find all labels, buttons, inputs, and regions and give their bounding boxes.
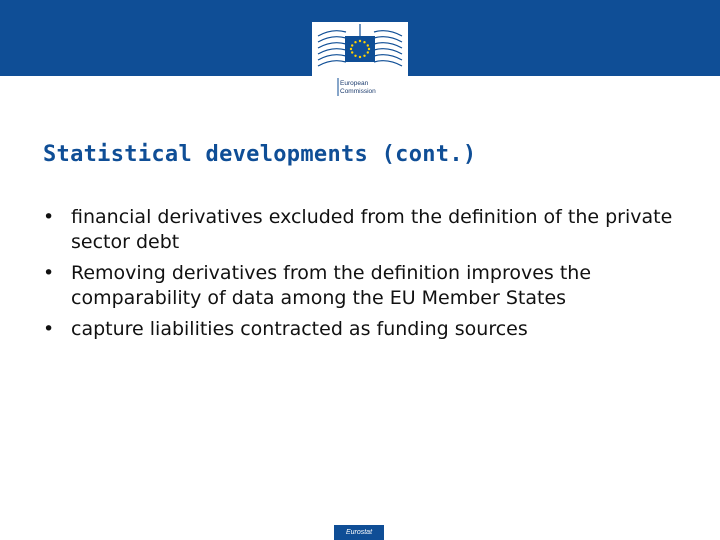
european-commission-logo <box>312 22 408 102</box>
logo-wordmark: European Commission <box>340 80 376 95</box>
slide-title: Statistical developments (cont.) <box>43 142 477 167</box>
bullet-item: • capture liabilities contracted as funding sources <box>43 317 693 342</box>
bullet-item: • financial derivatives excluded from the definition of the private sector debt <box>43 205 693 255</box>
bullet-item: • Removing derivatives from the definition improves the comparability of data among the EU Member States <box>43 261 693 311</box>
eurostat-badge: Eurostat <box>334 525 384 540</box>
eu-flag-icon <box>345 36 375 62</box>
bullet-list <box>43 205 693 348</box>
